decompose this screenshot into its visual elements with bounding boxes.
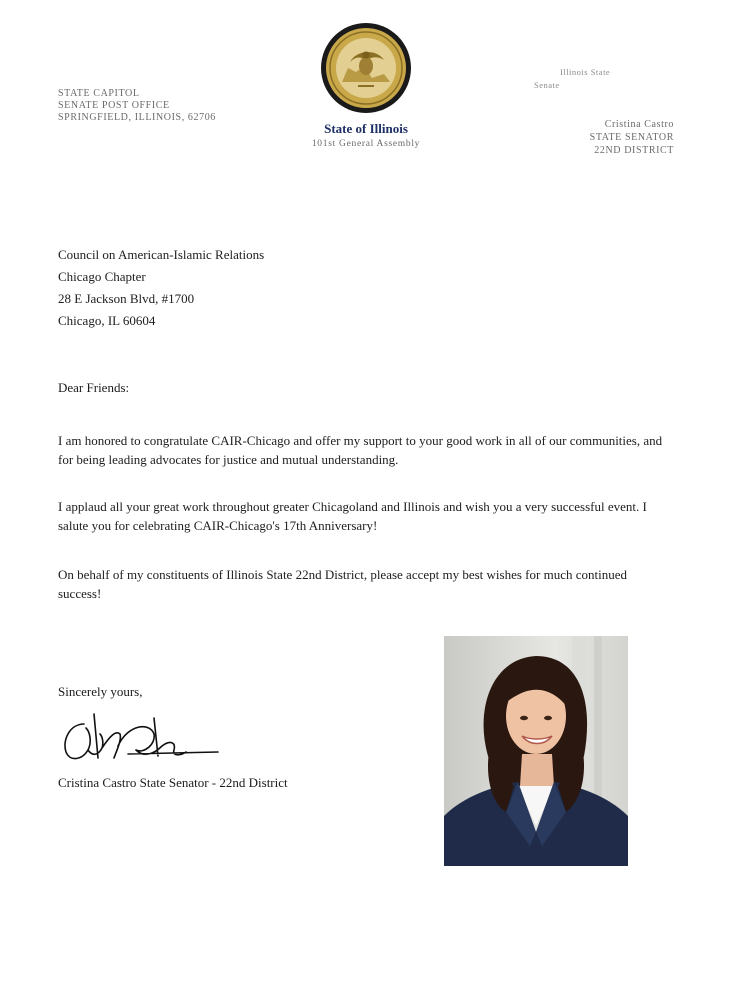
recipient-line: Chicago Chapter <box>58 269 146 284</box>
recipient-line: Chicago, IL 60604 <box>58 313 156 328</box>
capitol-address <box>58 88 216 124</box>
senate-label <box>534 66 610 92</box>
portrait-illustration <box>444 636 628 866</box>
letterhead-title-block <box>268 120 464 151</box>
senate-label-line: Senate <box>534 80 560 90</box>
senate-label-line: Illinois State <box>560 67 611 77</box>
body-paragraph: I applaud all your great work throughout greater Chicagoland and Illinois and wish you a very successful event. I salute you for celebrating CAIR-Chicago's 17th Anniversary! <box>58 499 647 533</box>
capitol-address-line: SPRINGFIELD, ILLINOIS, 62706 <box>58 112 216 123</box>
senator-portrait-photo <box>444 636 628 866</box>
recipient-address <box>58 244 264 332</box>
recipient-line: Council on American-Islamic Relations <box>58 247 265 262</box>
letterhead-state-title: State of Illinois <box>324 121 408 136</box>
capitol-address-line: STATE CAPITOL <box>58 88 140 99</box>
senator-district: 22ND DISTRICT <box>594 145 674 156</box>
senator-block <box>590 118 674 157</box>
salutation: Dear Friends: <box>58 380 130 395</box>
senator-name: Cristina Castro <box>604 119 674 130</box>
letterhead-assembly: 101st General Assembly <box>311 139 421 149</box>
recipient-line: 28 E Jackson Blvd, #1700 <box>58 291 195 306</box>
senator-title: STATE SENATOR <box>589 132 674 143</box>
closing: Sincerely yours, <box>58 684 143 699</box>
body-paragraph: I am honored to congratulate CAIR-Chicago and offer my support to your good work in all of our communities, and for being leading advocates for justice and mutual understanding. <box>58 433 663 467</box>
capitol-address-line: SENATE POST OFFICE <box>58 100 170 111</box>
body-paragraph: On behalf of my constituents of Illinois State 22nd District, please accept my best wishes for much continued success! <box>58 567 627 601</box>
signer-line: Cristina Castro State Senator - 22nd District <box>58 775 288 790</box>
signature-image <box>58 706 224 768</box>
state-seal-icon <box>320 22 412 114</box>
